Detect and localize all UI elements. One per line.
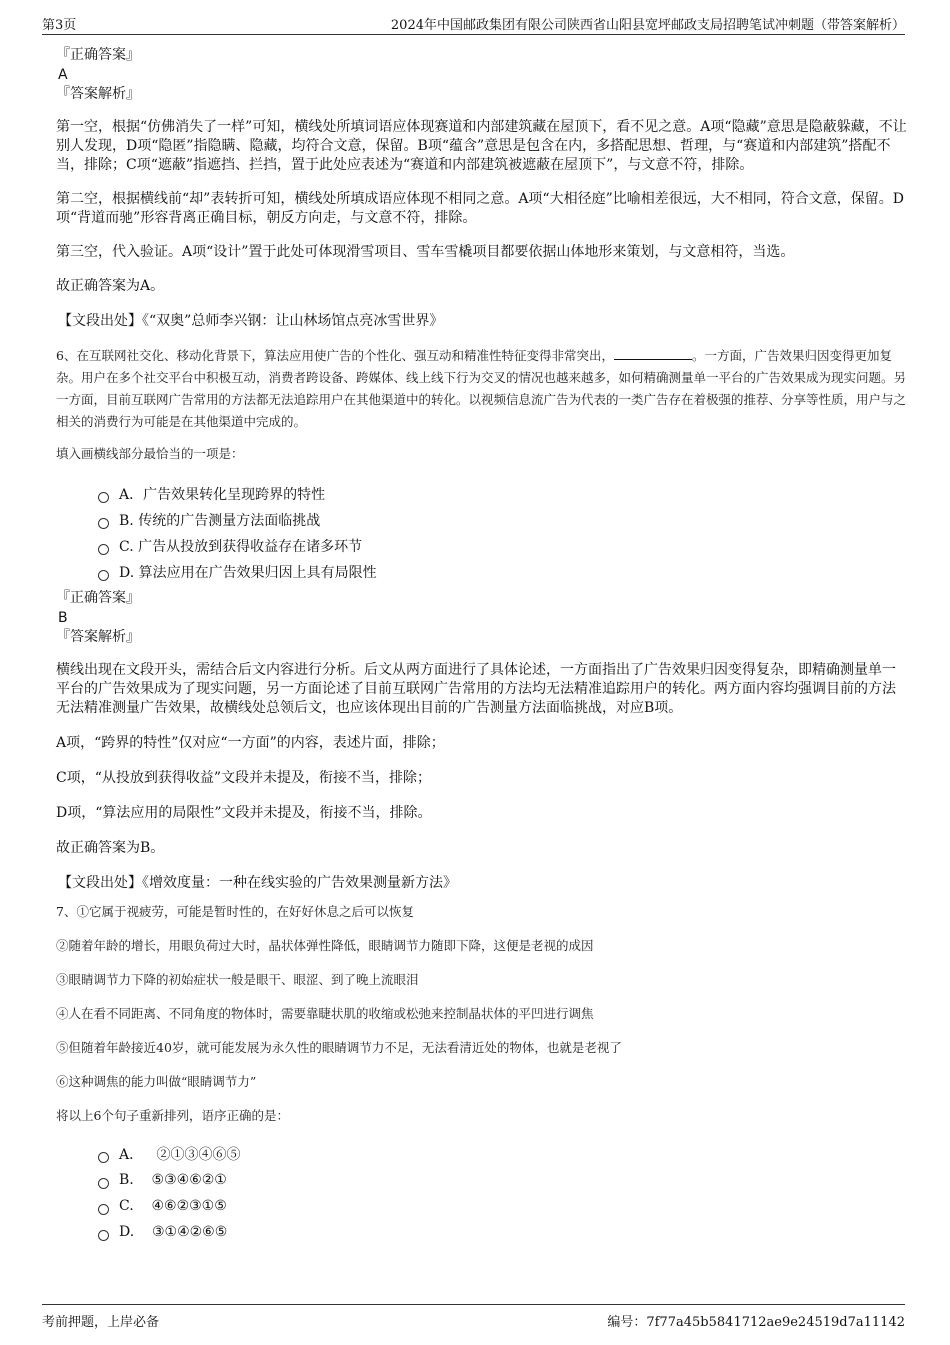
correct-answer-label: 『正确答案』 [56,47,140,63]
source-label: 【文段出处】 [58,875,142,891]
q7-sentence-4: ④人在看不同距离、不同角度的物体时，需要靠睫状肌的收缩或松弛来控制晶状体的平凹进行调焦 [56,1006,594,1021]
q5-source [58,312,908,331]
q7-option-c[interactable] [98,1193,908,1219]
q7-sentence-5: ⑤但随着年龄接近40岁，就可能发展为永久性的眼睛调节力不足，无法看清近处的物体，也就是老视了 [56,1040,622,1055]
q6-explanation-5: 故正确答案为B。 [56,840,165,856]
q6-option-d[interactable] [98,559,908,585]
q6-source-title: 《增效度量：一种在线实验的广告效果测量新方法》 [142,875,457,891]
q6-stem-before: 6、在互联网社交化、移动化背景下，算法应用使广告的个性化、强互动和精准性特征变得非常突出， [56,348,614,363]
q7-option-b[interactable] [98,1167,908,1193]
radio-icon[interactable] [98,518,109,529]
option-label: D. 算法应用在广告效果归因上具有局限性 [119,565,377,581]
radio-icon[interactable] [98,570,109,581]
q6-explanation-2: A项，“跨界的特性”仅对应“一方面”的内容，表述片面，排除； [56,735,445,751]
q7-options [98,1141,908,1245]
q6-answer: B [58,610,68,626]
q7-prompt: 将以上6个句子重新排列，语序正确的是： [56,1108,289,1123]
radio-icon[interactable] [98,1204,109,1215]
q7-sentence-3: ③眼睛调节力下降的初始症状一般是眼干、眼涩、到了晚上流眼泪 [56,972,419,987]
q7-option-a[interactable] [98,1141,908,1167]
q7-sentences [56,901,908,1127]
explanation-label: 『答案解析』 [56,86,140,102]
q7-sentence-1: 7、①它属于视疲劳，可能是暂时性的，在好好休息之后可以恢复 [56,904,414,919]
q6-stem-after: 。一方面，广告效果归因变得更加复杂。用户在多个社交平台中积极互动，消费者跨设备、跨媒体、线上线下行为交叉的情况也越来越多，如何精确测量单一平台的广告效果成为现实问题。另一方面，目前互联网广告常用的方法都无法追踪用户在其他渠道中的转化。以视频信息流广告为代表的一类广告存在着极强的推荐、分享等性质，用户与之相关的消费行为可能是在其他渠道中完成的。 [56,348,907,429]
option-label: A．广告效果转化呈现跨界的特性 [119,487,326,503]
q5-explanation-1: 第一空，根据“仿佛消失了一样”可知，横线处所填词语应体现赛道和内部建筑藏在屋顶下，看不见之意。A项“隐藏”意思是隐蔽躲藏，不让别人发现，D项“隐匿”指隐瞒、隐藏，均符合文意，保留。B项“蕴含”意思是包含在内，多搭配思想、哲理，与“赛道和内部建筑”搭配不当，排除；C项“遮蔽”指遮挡、拦挡，置于此处应表述为“赛道和内部建筑被遮蔽在屋顶下”，与文意不符，排除。 [56,119,907,173]
option-label: A． ②①③④⑥⑤ [119,1147,241,1163]
q5-answer: A [58,67,68,83]
q6-explanation-1: 横线出现在文段开头，需结合后文内容进行分析。后文从两方面进行了具体论述，一方面指出了广告效果归因变得复杂，即精确测量单一平台的广告效果成为了现实问题，另一方面论述了目前互联网广告常用的方法均无法精准追踪用户的转化。两方面内容均强调目前的方法无法精准测量广告效果，故横线处总领后文，也应该体现出目前的广告测量方法面临挑战，对应B项。 [56,662,896,716]
explanation-label: 『答案解析』 [56,629,140,645]
radio-icon[interactable] [98,1152,109,1163]
radio-icon[interactable] [98,492,109,503]
q6-explanation-3: C项，“从投放到获得收益”文段并未提及，衔接不当，排除； [56,770,432,786]
q6-option-a[interactable] [98,481,908,507]
radio-icon[interactable] [98,1178,109,1189]
option-label: C. ④⑥②③①⑤ [119,1198,227,1214]
q6-stem [56,345,908,433]
q5-explanation-2: 第二空，根据横线前“却”表转折可知，横线处所填成语应体现不相同之意。A项“大相径庭”比喻相差很远，大不相同，符合文意，保留。D项“背道而驰”形容背离正确目标，朝反方向走，与文意不符，排除。 [56,191,904,226]
q5-source-title: 《“双奥”总师李兴钢：让山林场馆点亮冰雪世界》 [142,313,444,329]
correct-answer-label: 『正确答案』 [56,590,140,606]
option-label: B. ⑤③④⑥②① [119,1172,227,1188]
q7-sentence-2: ②随着年龄的增长，用眼负荷过大时，晶状体弹性降低，眼睛调节力随即下降，这便是老视的成因 [56,938,594,953]
q7-option-d[interactable] [98,1219,908,1245]
q6-option-c[interactable] [98,533,908,559]
radio-icon[interactable] [98,1230,109,1241]
q7-sentence-6: ⑥这种调焦的能力叫做“眼睛调节力” [56,1074,257,1089]
document-body [56,46,908,1245]
radio-icon[interactable] [98,544,109,555]
q6-blank [614,347,692,360]
option-label: C. 广告从投放到获得收益存在诸多环节 [119,539,363,555]
q6-options [98,481,908,585]
q6-option-b[interactable] [98,507,908,533]
option-label: D. ③①④②⑥⑤ [119,1224,228,1240]
q5-explanation-4: 故正确答案为A。 [56,278,165,294]
source-label: 【文段出处】 [58,313,142,329]
q6-source [58,874,908,893]
page-footer [42,1304,905,1329]
page-number: 第3页 [42,18,77,33]
q6-explanation-4: D项，“算法应用的局限性”文段并未提及，衔接不当，排除。 [56,805,432,821]
q5-explanation-3: 第三空，代入验证。A项“设计”置于此处可体现滑雪项目、雪车雪橇项目都要依据山体地形来策划，与文意相符，当选。 [56,244,795,260]
document-id: 编号：7f77a45b5841712ae9e24519d7a11142 [607,1315,905,1330]
option-label: B. 传统的广告测量方法面临挑战 [119,513,321,529]
page-header [42,12,905,35]
document-title: 2024年中国邮政集团有限公司陕西省山阳县宽坪邮政支局招聘笔试冲刺题（带答案解析） [390,18,905,33]
footer-slogan: 考前押题，上岸必备 [42,1315,160,1330]
q6-prompt: 填入画横线部分最恰当的一项是： [56,446,244,461]
